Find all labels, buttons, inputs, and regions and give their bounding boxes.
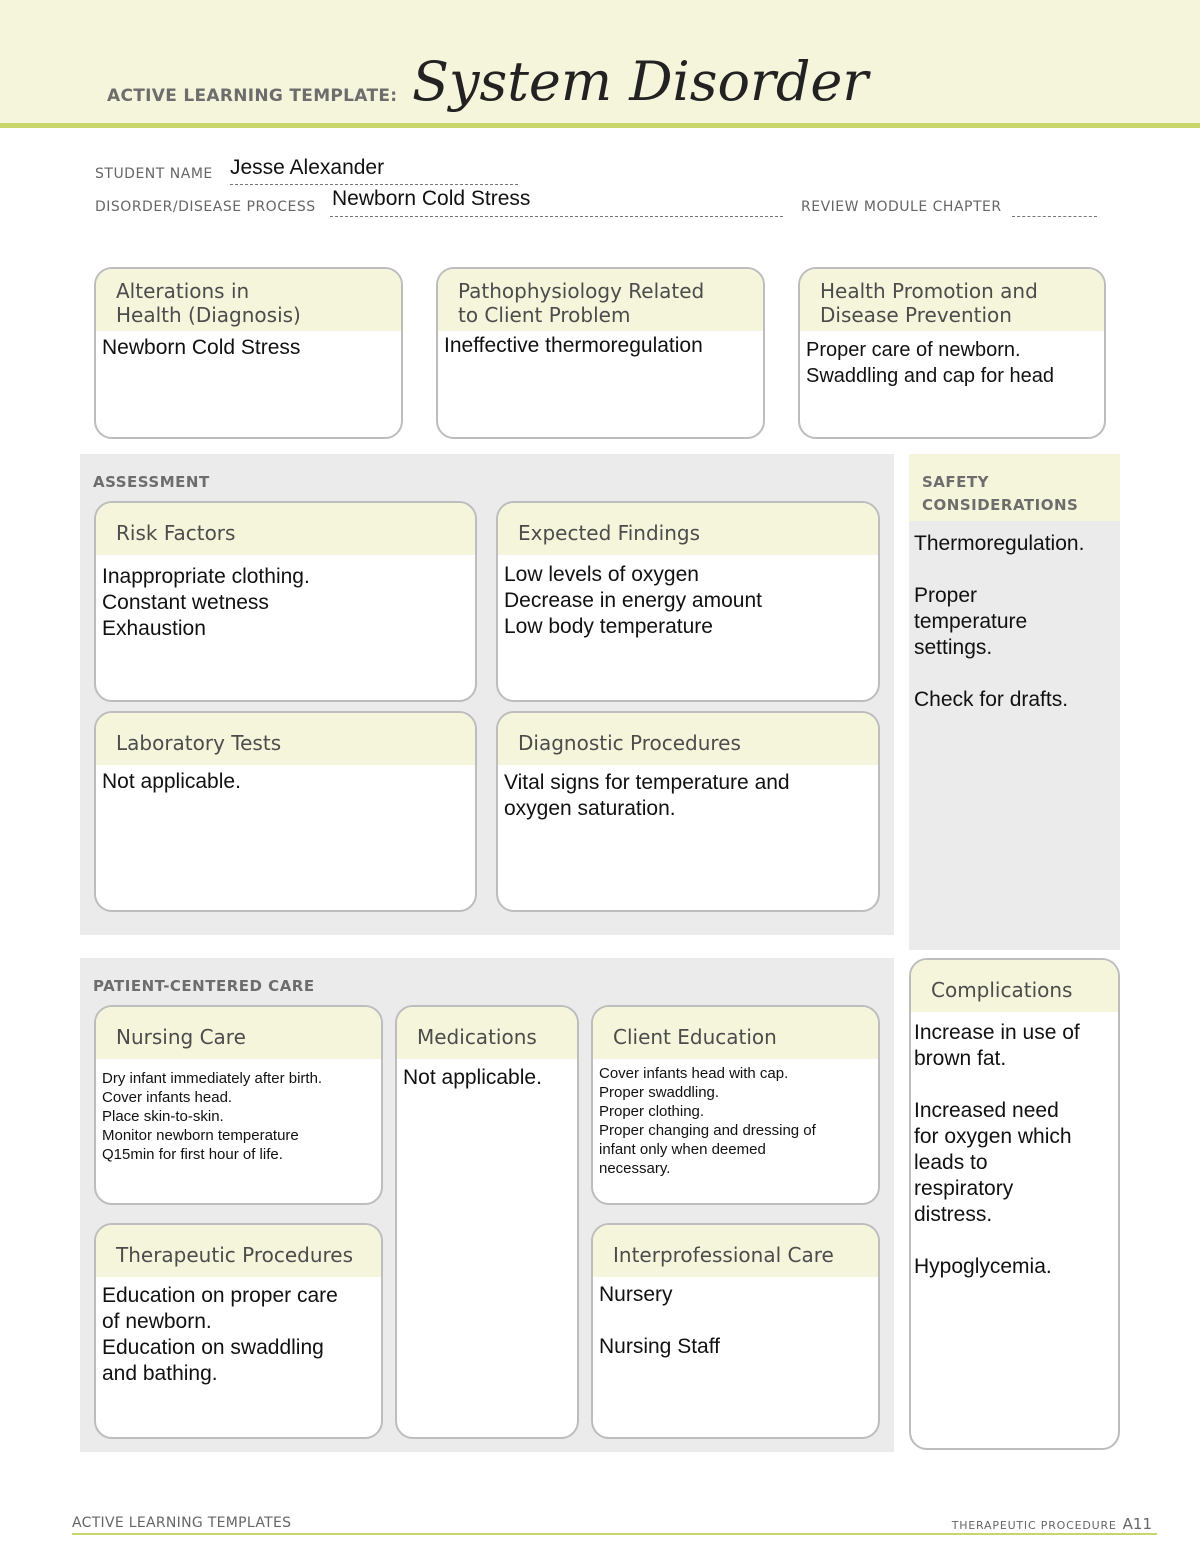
diagnostic-procedures-card — [496, 711, 880, 912]
review-module-label: REVIEW MODULE CHAPTER — [801, 199, 1002, 215]
nursing-care-card — [94, 1005, 383, 1205]
header-rule — [0, 123, 1200, 128]
complications-title: Complications — [911, 960, 1118, 1012]
risk-factors-card — [94, 501, 477, 702]
complications-card — [909, 958, 1120, 1450]
expected-findings-title: Expected Findings — [498, 503, 878, 555]
expected-findings-card — [496, 501, 880, 702]
assessment-label: ASSESSMENT — [93, 473, 210, 491]
footer-section: THERAPEUTIC PROCEDURE — [951, 1519, 1117, 1532]
disorder-label: DISORDER/DISEASE PROCESS — [95, 199, 316, 215]
client-education-card — [591, 1005, 880, 1205]
disorder-underline — [330, 216, 783, 217]
pathophysiology-card — [436, 267, 765, 439]
interprofessional-care-body[interactable]: Nursery Nursing Staff — [599, 1283, 721, 1358]
diagnostic-procedures-body[interactable]: Vital signs for temperature and oxygen saturation. — [504, 771, 790, 820]
interprofessional-care-title: Interprofessional Care — [593, 1225, 878, 1277]
review-module-underline[interactable] — [1012, 216, 1097, 217]
laboratory-tests-title: Laboratory Tests — [96, 713, 475, 765]
medications-card — [395, 1005, 579, 1439]
footer-right — [952, 1515, 1152, 1533]
therapeutic-procedures-title: Therapeutic Procedures — [96, 1225, 381, 1277]
client-education-title: Client Education — [593, 1007, 878, 1059]
safety-label: SAFETY CONSIDERATIONS — [922, 473, 1079, 514]
medications-body[interactable]: Not applicable. — [403, 1066, 542, 1089]
laboratory-tests-body[interactable]: Not applicable. — [102, 770, 241, 793]
student-name-label: STUDENT NAME — [95, 166, 213, 182]
alterations-card — [94, 267, 403, 439]
safety-header — [909, 454, 1120, 521]
page-number: A11 — [1122, 1515, 1152, 1533]
alterations-body[interactable]: Newborn Cold Stress — [102, 336, 301, 359]
pathophysiology-title: Pathophysiology Related to Client Problem — [438, 269, 763, 331]
student-name-value[interactable]: Jesse Alexander — [230, 156, 385, 179]
safety-panel — [909, 454, 1120, 950]
health-promotion-body[interactable]: Proper care of newborn. Swaddling and cap for head — [806, 339, 1054, 387]
patient-care-label: PATIENT-CENTERED CARE — [93, 977, 315, 995]
health-promotion-title: Health Promotion and Disease Prevention — [800, 269, 1104, 331]
client-education-body[interactable]: Cover infants head with cap. Proper swaddling. Proper clothing. Proper changing and dressing of infant only when deemed necessary. — [599, 1065, 816, 1177]
therapeutic-procedures-card — [94, 1223, 383, 1439]
risk-factors-body[interactable]: Inappropriate clothing. Constant wetness Exhaustion — [102, 565, 310, 640]
nursing-care-title: Nursing Care — [96, 1007, 381, 1059]
student-name-underline — [230, 184, 518, 185]
template-title: System Disorder — [412, 50, 869, 113]
alterations-title: Alterations in Health (Diagnosis) — [96, 269, 401, 331]
laboratory-tests-card — [94, 711, 477, 912]
complications-body[interactable]: Increase in use of brown fat. Increased need for oxygen which leads to respiratory distress. Hypoglycemia. — [914, 1021, 1080, 1278]
safety-body[interactable]: Thermoregulation. Proper temperature settings. Check for drafts. — [914, 532, 1085, 711]
therapeutic-procedures-body[interactable]: Education on proper care of newborn. Education on swaddling and bathing. — [102, 1284, 338, 1385]
footer-left: ACTIVE LEARNING TEMPLATES — [72, 1515, 292, 1531]
disorder-value[interactable]: Newborn Cold Stress — [332, 187, 531, 210]
risk-factors-title: Risk Factors — [96, 503, 475, 555]
expected-findings-body[interactable]: Low levels of oxygen Decrease in energy amount Low body temperature — [504, 563, 762, 638]
diagnostic-procedures-title: Diagnostic Procedures — [498, 713, 878, 765]
pathophysiology-body[interactable]: Ineffective thermoregulation — [444, 334, 703, 357]
template-label: ACTIVE LEARNING TEMPLATE: — [107, 86, 398, 106]
health-promotion-card — [798, 267, 1106, 439]
footer-rule — [72, 1533, 1157, 1535]
interprofessional-care-card — [591, 1223, 880, 1439]
nursing-care-body[interactable]: Dry infant immediately after birth. Cover infants head. Place skin-to-skin. Monitor newborn temperature Q15min for first hour of life. — [102, 1070, 323, 1163]
medications-title: Medications — [397, 1007, 577, 1059]
